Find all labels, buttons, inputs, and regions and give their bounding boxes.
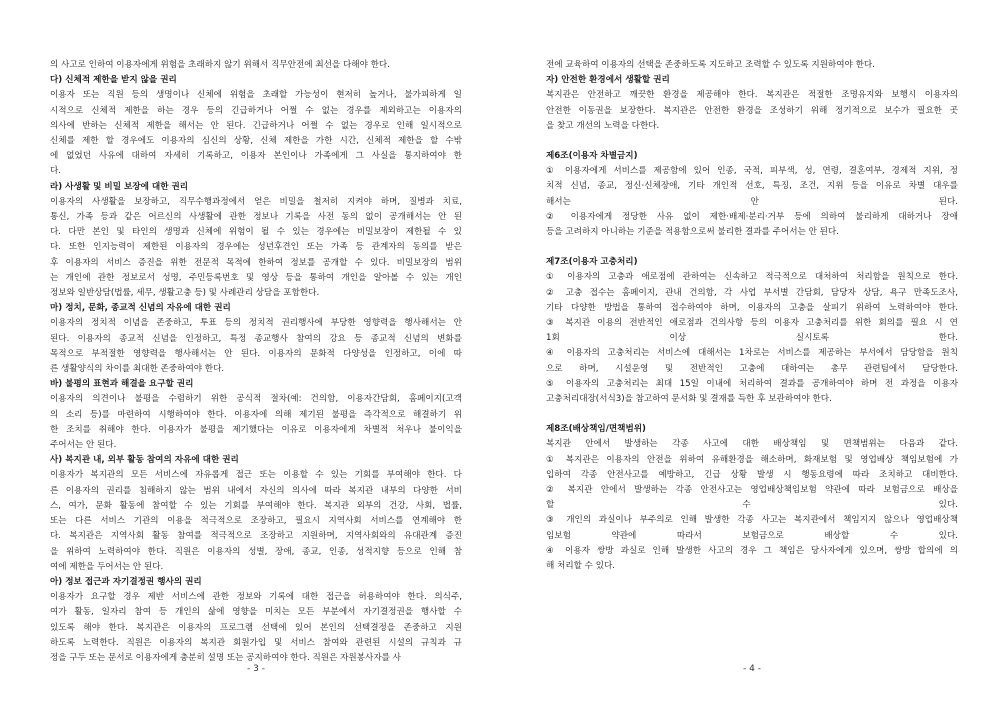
section-heading: 바) 불평의 표현과 해결을 요구할 권리: [50, 379, 194, 390]
text-line: 복지관 안에서 발생하는 각종 사고에 대한 배상책임 및 면책범위는 다음과 같다.: [546, 439, 958, 450]
section-heading: 자) 안전한 환경에서 생활할 권리: [546, 75, 670, 86]
text-line: 정보와 일반상담(법률, 세무, 생활고충 등) 및 사례관리 상담을 포함한다.: [50, 288, 320, 299]
text-line: 이용자가 복지관의 모든 서비스에 자유롭게 접근 또는 이용할 수 있는 기회를 부여해야 한다. 다: [50, 470, 462, 481]
text-line: 의 소리 등)를 마련하여 시행하여야 한다. 이용자에 의해 제기된 불평을 즉각적으로 해결하기 위: [50, 409, 462, 420]
section: [50, 180, 462, 302]
text-line: 스, 여가, 문화 활동에 참여할 수 있는 기회를 부여해야 한다. 복지관 외부의 건강, 사회, 법률,: [50, 500, 462, 511]
text-line: ① 복지관은 이용자의 안전을 위하여 유해환경을 해소하며, 화재보험 및 영업배상 책임보험에 가: [546, 454, 958, 465]
section-spacer: [546, 134, 958, 149]
text-line: ② 고충 접수는 홈페이지, 관내 건의함, 각 사업 부서별 간담회, 담당자 상담, 욕구 만족도조사,: [546, 287, 958, 298]
text-line: 을 찾고 개선의 노력을 다한다.: [546, 120, 660, 131]
text-line: 기타 다양한 방법을 통하여 접수하여야 하며, 이용자의 고충을 살피기 위하여 노력하여야 한다.: [546, 302, 958, 313]
text-line: 이용자의 의견이나 불평을 수렴하기 위한 공식적 절차(예: 건의함, 이용자간담회, 홈페이지(고객: [50, 394, 462, 405]
text-line: 해서는 안 된다.: [546, 196, 958, 207]
text-line: 한 조치를 취해야 한다. 이용자가 불평을 제기했다는 이유로 이용자에게 차별적 처우나 불이익을: [50, 424, 462, 435]
section: [546, 149, 958, 240]
text-line: 복지관은 안전하고 깨끗한 환경을 제공해야 한다. 복지관은 적절한 조명유지와 보행시 이용자의: [546, 90, 958, 101]
text-line: 이용자 또는 직원 등의 생명이나 신체에 위험을 초래할 가능성이 현저히 높거나, 불가피하게 일: [50, 90, 462, 101]
text-line: 이용자가 요구할 경우 제반 서비스에 관한 정보와 기록에 대한 접근을 허용하여야 한다. 의식주,: [50, 592, 462, 603]
text-line: 다. 또한 인지능력이 제한된 이용자의 경우에는 성년후견인 또는 가족 등 관계자의 동의를 받은: [50, 242, 462, 253]
text-line: ⑤ 이용자의 고충처리는 최대 15일 이내에 처리하여 결과를 공개하여야 하며 전 과정을 이용자: [546, 378, 958, 389]
section-spacer: [546, 240, 958, 255]
section: [546, 58, 958, 73]
text-line: 정을 구두 또는 문서로 이용자에게 충분히 설명 또는 공지하여야 한다. 직원은 자원봉사자를 사: [50, 652, 401, 663]
text-line: 른 이용자의 권리를 침해하지 않는 범위 내에서 자신의 의사에 따라 복지관 내부의 다양한 서비: [50, 485, 462, 496]
text-line: 이용자의 사생활을 보장하고, 직무수행과정에서 얻은 비밀을 철저히 지켜야 하며, 질병과 치료,: [50, 196, 462, 207]
text-line: 임보험 약관에 따라서 보험금으로 배상할 수 있다.: [546, 530, 958, 541]
text-line: ② 복지관 안에서 발생하는 각종 안전사고는 영업배상책임보험 약관에 따라 보험금으로 배상을: [546, 485, 958, 496]
section-heading: 사) 복지관 내, 외부 활동 참여의 자유에 대한 권리: [50, 455, 239, 466]
section: [50, 575, 462, 666]
text-line: ① 이용자의 고충과 애로점에 관하여는 신속하고 적극적으로 대처하여 처리함을 원칙으로 한다.: [546, 272, 958, 283]
text-line: ① 이용자에게 서비스를 제공함에 있어 인종, 국적, 피부색, 성, 연령, 결혼여부, 경제적 지위, 정: [546, 166, 958, 177]
text-line: 에 없었던 사유에 대하여 자세히 기록하고, 이용자 본인이나 가족에게 그 사실을 통지하여야 한: [50, 151, 462, 162]
text-line: 시적으로 신체적 제한을 하는 경우 등의 긴급하거나 어쩔 수 없는 경우를 제외하고는 이용자의: [50, 105, 462, 116]
text-line: 전에 교육하여 이용자의 선택을 존중하도록 지도하고 조력할 수 있도록 지원하여야 한다.: [546, 60, 875, 70]
page-left: [50, 58, 462, 698]
text-line: 른 생활양식의 차이를 최대한 존중하여야 한다.: [50, 364, 225, 375]
text-line: ④ 이용자 쌍방 과실로 인해 발생한 사고의 경우 그 책임은 당사자에게 있으며, 쌍방 합의에 의: [546, 545, 958, 556]
text-line: 후 이용자의 서비스 증진을 위한 전문적 목적에 한하여 정보를 공개할 수 있다. 비밀보장의 범위: [50, 257, 462, 268]
text-line: 고충처리대장(서식3)을 참고하여 문서화 및 결재를 득한 후 보관하여야 한다.: [546, 394, 832, 405]
text-line: 주어서는 안 된다.: [50, 440, 117, 451]
text-line: ④ 이용자의 고충처리는 서비스에 대해서는 1차로는 서비스를 제공하는 부서에서 담당함을 원칙: [546, 348, 958, 359]
text-line: 해 처리할 수 있다.: [546, 561, 616, 572]
page-right: [546, 58, 958, 698]
text-line: 여가 활동, 일자리 참여 등 개인의 삶에 영향을 미치는 모든 부분에서 자기결정권을 행사할 수: [50, 607, 462, 618]
text-line: 목적으로 부적절한 영향력을 행사해서는 안 된다. 이용자의 문화적 다양성을 인정하고, 이에 따: [50, 348, 462, 359]
text-line: ③ 복지관 이용의 전반적인 애로점과 건의사항 등의 이용자 고충처리를 위한 회의를 필요 시 연: [546, 318, 958, 329]
section: [50, 301, 462, 377]
page-number-right: - 4 -: [743, 664, 761, 674]
page-number-left: - 3 -: [247, 664, 265, 674]
section: [50, 453, 462, 575]
text-line: 의 사고로 인하여 이용자에게 위험을 초래하지 않기 위해서 직무안전에 최선을 다해야 한다.: [50, 60, 390, 70]
text-line: 통신, 가족 등과 같은 어르신의 사생활에 관한 정보나 기록을 사전 동의 없이 공개해서는 안 된: [50, 212, 462, 223]
text-line: 이용자의 정치적 이념을 존중하고, 투표 등의 정치적 권리행사에 부당한 영향력을 행사해서는 안: [50, 318, 462, 329]
text-line: 여에 제한을 두어서는 안 된다.: [50, 561, 164, 572]
text-line: 으로 하며, 시설운영 및 전반적인 고충에 대하여는 총무 관련팀에서 담당한다.: [546, 363, 958, 374]
text-line: 는 개인에 관한 정보로서 성명, 주민등록번호 및 영상 등을 통하여 개인을 알아볼 수 있는 개인: [50, 272, 462, 283]
text-line: 신체를 제한 할 경우에도 이용자의 심신의 상황, 신체 제한을 가한 시간, 신체적 제한을 할 수밖: [50, 136, 462, 147]
section-spacer: [546, 407, 958, 422]
text-line: 입하여 각종 안전사고를 예방하고, 긴급 상황 발생 시 행동요령에 따라 조치하고 대비한다.: [546, 469, 958, 480]
section-heading: 다) 신체적 제한을 받지 않을 권리: [50, 75, 177, 86]
section-heading: 마) 정치, 문화, 종교적 신념의 자유에 대한 권리: [50, 303, 231, 314]
text-line: 을 위하여 노력하여야 한다. 직원은 이용자의 성별, 장애, 종교, 인종, 성적지향 등으로 인해 참: [50, 546, 462, 557]
text-line: ② 이용자에게 정당한 사유 없이 제한·배제·분리·거부 등에 의하여 불리하게 대하거나 장애: [546, 211, 958, 222]
section-heading: 제6조(이용자 차별금지): [546, 151, 638, 162]
text-line: 안전한 이동권을 보장한다. 복지관은 안전한 환경을 조성하기 위해 정기적으로 보수가 필요한 곳: [546, 105, 958, 116]
text-line: 치적 신념, 종교, 정신·신체장애, 기타 개인적 선호, 특징, 조건, 지위 등을 이유로 차별 대우를: [546, 181, 958, 192]
text-line: 1회 이상 실시토록 한다.: [546, 333, 958, 344]
section: [50, 73, 462, 179]
text-line: 할 수 있다.: [546, 500, 958, 511]
text-line: 다. 다만 본인 및 타인의 생명과 신체에 위험이 될 수 있는 경우에는 비밀보장이 제한될 수 있: [50, 227, 462, 238]
section: [546, 73, 958, 134]
section: [50, 58, 462, 73]
section-heading: 제7조(이용자 고충처리): [546, 257, 638, 268]
text-line: ③ 개인의 과실이나 부주의로 인해 발생한 각종 사고는 복지관에서 책임지지 않으나 영업배상책: [546, 515, 958, 526]
text-line: 있도록 해야 한다. 복지관은 이용자의 프로그램 선택에 있어 본인의 선택결정을 존중하고 지원: [50, 622, 462, 633]
section-heading: 제8조(배상책임/면책범위): [546, 424, 646, 435]
section: [546, 255, 958, 407]
section-heading: 아) 정보 접근과 자기결정권 행사의 권리: [50, 576, 202, 587]
text-line: 다. 복지관은 지역사회 활동 참여를 적극적으로 조장하고 지원하며, 지역사회와의 유대관계 증진: [50, 531, 462, 542]
section: [546, 422, 958, 574]
text-line: 하도록 노력한다. 직원은 이용자의 복지관 회원가입 및 서비스 참여와 관련된 시설의 규칙과 규: [50, 637, 462, 648]
section-heading: 라) 사생활 및 비밀 보장에 대한 권리: [50, 181, 189, 192]
text-line: 의사에 반하는 신체적 제한을 해서는 안 된다. 긴급하거나 어쩔 수 없는 경우로 인해 일시적으로: [50, 120, 462, 131]
text-line: 된다. 이용자의 종교적 신념을 인정하고, 특정 종교행사 참여의 강요 등 종교적 신념의 변화를: [50, 333, 462, 344]
text-line: 등을 고려하지 아니하는 기준을 적용함으로써 불리한 결과를 주어서는 안 된다.: [546, 227, 839, 238]
text-line: 다.: [50, 166, 62, 177]
section: [50, 377, 462, 453]
text-line: 또는 다른 서비스 기관의 이용을 적극적으로 조장하고, 필요시 지역사회 서비스를 연계해야 한: [50, 516, 462, 527]
